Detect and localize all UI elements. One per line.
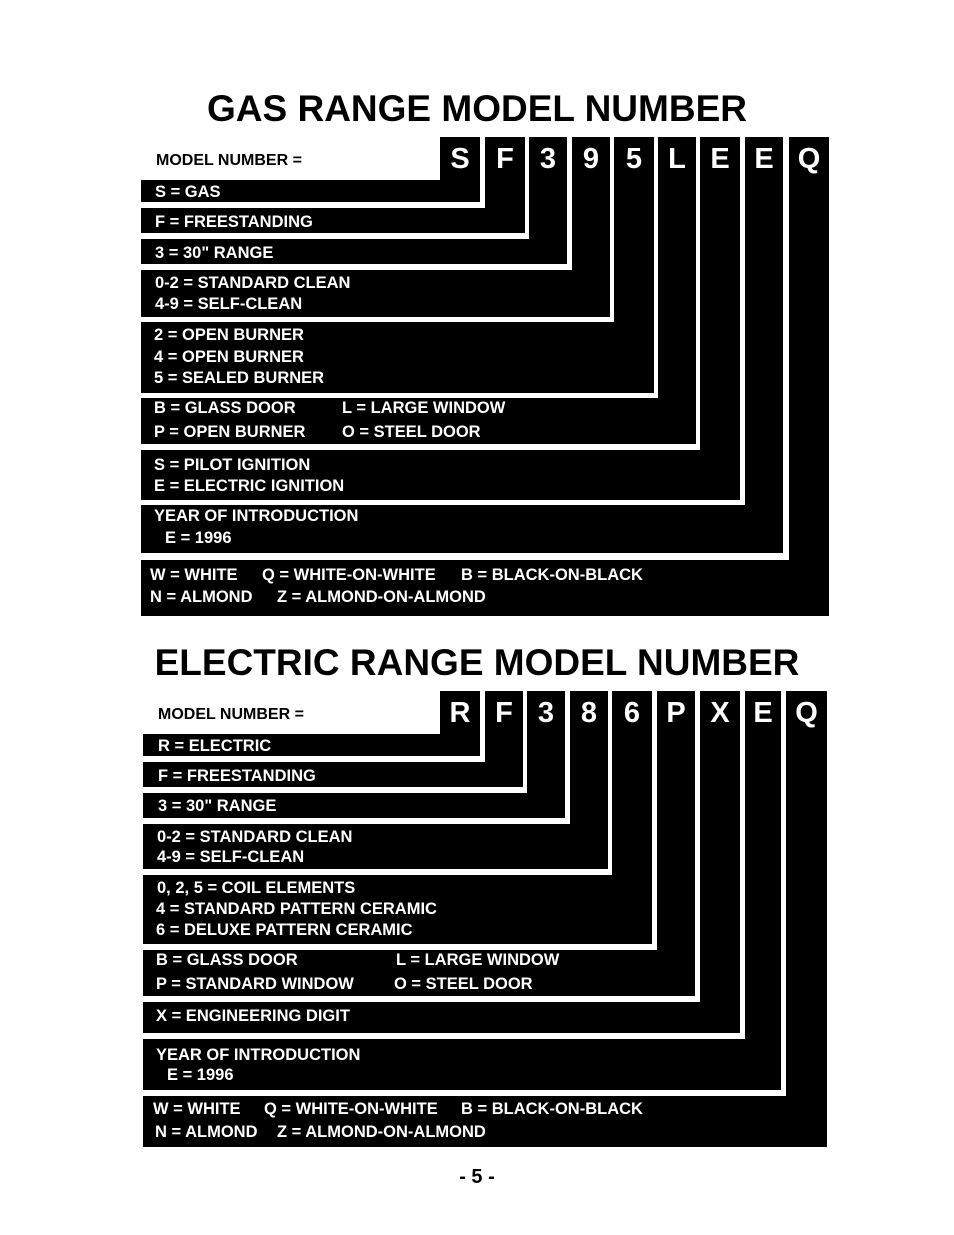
electric-section-title: ELECTRIC RANGE MODEL NUMBER <box>154 642 800 683</box>
electric-row-9-item-3: B = BLACK-ON-BLACK <box>461 1100 643 1118</box>
electric-code-letter-4: 8 <box>580 697 598 729</box>
gas-code-letter-2: F <box>496 143 514 175</box>
gas-row-2-text: F = FREESTANDING <box>155 213 313 231</box>
electric-row-3-text: 3 = 30" RANGE <box>158 797 277 815</box>
gas-code-column-7 <box>700 137 740 500</box>
gas-row-5-line-3: 5 = SEALED BURNER <box>154 369 325 387</box>
gas-row-9-item-4: N = ALMOND <box>150 588 253 606</box>
electric-row-6-item-4: O = STEEL DOOR <box>394 975 533 993</box>
electric-code-column-8 <box>745 691 781 1090</box>
gas-code-letter-8: E <box>754 143 774 175</box>
gas-row-5-line-1: 2 = OPEN BURNER <box>154 326 304 344</box>
electric-row-6-item-1: B = GLASS DOOR <box>156 951 298 969</box>
gas-row-5-line-2: 4 = OPEN BURNER <box>154 348 304 366</box>
gas-code-letter-7: E <box>710 143 730 175</box>
gas-row-8-line-1: YEAR OF INTRODUCTION <box>154 507 359 525</box>
page-number: - 5 - <box>459 1166 495 1188</box>
gas-code-letter-5: 5 <box>625 143 643 175</box>
electric-row-9-item-1: W = WHITE <box>153 1100 241 1118</box>
electric-code-letter-8: E <box>753 697 773 729</box>
gas-code-letter-6: L <box>668 143 686 175</box>
electric-code-column-7 <box>700 691 740 1033</box>
gas-row-8-line-2: E = 1996 <box>165 529 232 547</box>
gas-code-letter-9: Q <box>797 143 821 175</box>
gas-model-number-label: MODEL NUMBER = <box>156 152 302 169</box>
gas-row-7-line-1: S = PILOT IGNITION <box>154 456 311 474</box>
electric-row-5-line-1: 0, 2, 5 = COIL ELEMENTS <box>157 879 356 897</box>
electric-row-9-item-5: Z = ALMOND-ON-ALMOND <box>277 1123 486 1141</box>
gas-row-6-item-4: O = STEEL DOOR <box>342 423 481 441</box>
electric-row-8-line-2: E = 1996 <box>167 1066 234 1084</box>
gas-row-4-line-1: 0-2 = STANDARD CLEAN <box>155 274 351 292</box>
gas-row-9-item-3: B = BLACK-ON-BLACK <box>461 566 643 584</box>
electric-code-letter-6: P <box>666 697 686 729</box>
gas-row-1-text: S = GAS <box>155 183 221 201</box>
gas-code-column-8 <box>745 137 783 553</box>
electric-row-4-line-2: 4-9 = SELF-CLEAN <box>157 848 305 866</box>
electric-row-5-line-2: 4 = STANDARD PATTERN CERAMIC <box>156 900 437 918</box>
electric-code-column-9 <box>786 691 827 1147</box>
electric-row-2-text: F = FREESTANDING <box>158 767 316 785</box>
gas-row-3-text: 3 = 30" RANGE <box>155 244 274 262</box>
electric-code-letter-3: 3 <box>537 697 555 729</box>
electric-code-letter-5: 6 <box>623 697 641 729</box>
electric-row-1-text: R = ELECTRIC <box>158 737 272 755</box>
gas-row-9-item-2: Q = WHITE-ON-WHITE <box>262 566 436 584</box>
gas-row-6-item-3: P = OPEN BURNER <box>154 423 306 441</box>
electric-row-9-item-2: Q = WHITE-ON-WHITE <box>264 1100 438 1118</box>
electric-row-9-item-4: N = ALMOND <box>155 1123 258 1141</box>
gas-section-title: GAS RANGE MODEL NUMBER <box>207 88 747 129</box>
gas-row-9-item-5: Z = ALMOND-ON-ALMOND <box>277 588 486 606</box>
electric-row-6-item-3: P = STANDARD WINDOW <box>156 975 354 993</box>
gas-row-7-line-2: E = ELECTRIC IGNITION <box>154 477 345 495</box>
electric-row-6-item-2: L = LARGE WINDOW <box>396 951 560 969</box>
gas-row-4-line-2: 4-9 = SELF-CLEAN <box>155 295 303 313</box>
electric-row-4-line-1: 0-2 = STANDARD CLEAN <box>157 828 353 846</box>
gas-code-column-9 <box>789 137 829 616</box>
electric-code-letter-9: Q <box>795 697 818 729</box>
electric-code-letter-7: X <box>710 697 730 729</box>
electric-row-7-text: X = ENGINEERING DIGIT <box>156 1007 350 1025</box>
electric-code-letter-2: F <box>495 697 513 729</box>
gas-code-letter-1: S <box>450 143 470 175</box>
gas-code-letter-3: 3 <box>539 143 557 175</box>
electric-code-letter-1: R <box>449 697 471 729</box>
gas-row-6-item-2: L = LARGE WINDOW <box>342 399 506 417</box>
electric-row-8-line-1: YEAR OF INTRODUCTION <box>156 1046 361 1064</box>
gas-code-letter-4: 9 <box>582 143 600 175</box>
gas-row-6-item-1: B = GLASS DOOR <box>154 399 296 417</box>
electric-row-5-line-3: 6 = DELUXE PATTERN CERAMIC <box>156 921 413 939</box>
gas-row-9-item-1: W = WHITE <box>150 566 238 584</box>
electric-model-number-label: MODEL NUMBER = <box>158 706 304 723</box>
